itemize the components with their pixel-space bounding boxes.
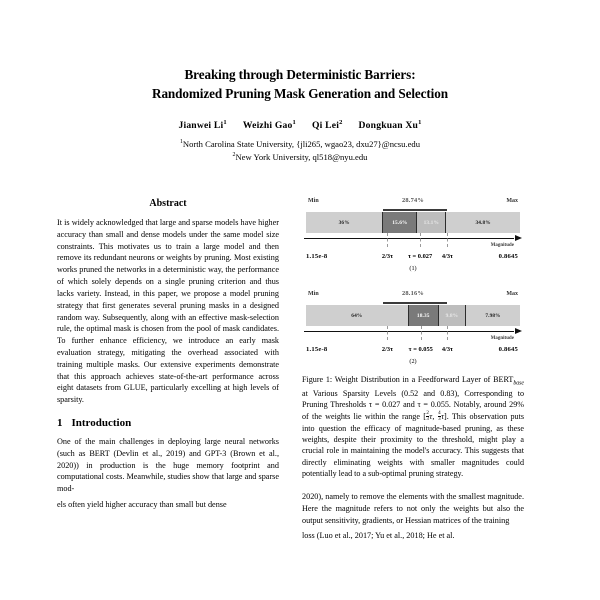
chart-2-tick-label-2: 4/3τ (441, 346, 453, 353)
chart-1-min-label: Min (308, 198, 319, 204)
chart-2-highlight-total: 28.16% (402, 290, 424, 297)
abstract-text: It is widely acknowledged that large and sparse models have higher accuracy than small and dense models under the same model size constraints. This motivates us to train a large model and then remove its redundant neurons or weights by pruning. Most existing works pruned the networks in a deterministic way, the performance of which solely depends on a single pruning criterion and thus lacks variety. Instead, in this paper, we propose a model pruning strategy that first generates several pruning masks in a designed random way. Subsequently, along with an effective mask-selection rule, the optimal mask is chosen from the pool of mask candidates. To further enhance efficiency, we introduce an early mask evaluation strategy, mitigating the overhead associated with training multiple masks. Our extensive experiments demonstrate that this approach achieves state-of-the-art performance across eight datasets from GLUE, particularly excelling at high levels of sparsity. (57, 218, 279, 405)
abstract-heading: Abstract (149, 198, 187, 209)
chart-2-max-label: Max (506, 291, 518, 297)
chart-2-axis-line (304, 331, 514, 333)
figure-caption-rest: at Various Sparsity Levels (0.52 and 0.83), Corresponding to Pruning Thresholds τ = 0.027 and τ = 0.055. Notably, around 29% of the weights lie within the range [ (302, 388, 524, 421)
chart-1 (302, 198, 524, 276)
chart-1-segment-3: 34.8% (446, 212, 520, 233)
author-list (60, 120, 540, 131)
author-3-affil-mark: 1 (418, 119, 422, 127)
affiliation-1: $^2$New York University, ql518@nyu.edu (232, 152, 368, 163)
title-line-2: Randomized Pruning Mask Generation and Selection (152, 85, 448, 101)
introduction-heading (57, 417, 279, 429)
right-column-continuation-clipped: loss (Luo et al., 2017; Yu et al., 2018; He et al. (302, 531, 455, 541)
affiliation-0: $^1$North Carolina State University, {jli265, wgao23, dxu27}@ncsu.edu (179, 139, 421, 150)
figure-caption-main: Weight Distribution in a Feedforward Layer of BERT (334, 375, 514, 384)
chart-2-tick-label-0: 2/3τ (381, 346, 394, 353)
right-column-continuation: 2020), namely to remove the elements with the smallest magnitude. Here the magnitude refers to not only the weights but also the output sensitivity, gradients, or Hessian matrices of the training (302, 491, 524, 525)
chart-1-segment-1: 15.6% (382, 212, 417, 233)
chart-1-axis (304, 235, 522, 243)
chart-1-max-label: Max (506, 198, 518, 204)
chart-2-subcaption: (2) (409, 358, 417, 365)
chart-2-segment-3: 7.98% (466, 305, 520, 326)
chart-2-bar (306, 305, 520, 326)
chart-2-tick-1 (421, 326, 422, 340)
chart-2-segment-2: 9.8% (439, 305, 466, 326)
figure-caption-subscript: base (513, 380, 524, 387)
chart-1-subcaption: (1) (409, 265, 417, 272)
chart-1-axis-label: Magnitude (490, 243, 514, 248)
chart-2 (302, 291, 524, 369)
title-line-1: Breaking through Deterministic Barriers: (184, 67, 416, 82)
author-1: Weizhi Gao$^1$ (242, 119, 297, 132)
chart-2-tick-0 (387, 326, 388, 340)
chart-1-bar (306, 212, 520, 233)
chart-2-axis (304, 328, 522, 336)
chart-2-min-value: 1.15e-8 (306, 346, 328, 353)
chart-2-axis-label: Magnitude (490, 336, 514, 341)
chart-2-min-label: Min (308, 291, 319, 297)
chart-1-segment-2: 13.1% (417, 212, 446, 233)
chart-2-tick-2 (447, 326, 448, 340)
title-block (0, 0, 600, 164)
chart-1-max-value: 0.8645 (498, 253, 518, 260)
chart-1-highlight-total: 28.74% (402, 197, 424, 204)
chart-1-tick-0 (387, 233, 388, 247)
figure-caption-tail: ]. This observation puts into question the efficacy of magnitude-based pruning, as these weights, despite their proximity to the threshold, might play a crucial role in maintaining the model's accuracy. This suggests that directly eliminating weights with smaller magnitudes could potentially lead to a sub-optimal pruning strategy. (302, 411, 524, 479)
page-title (60, 66, 540, 103)
tau-symbol-2: τ (441, 411, 445, 421)
chart-1-segment-0: 36% (306, 212, 382, 233)
chart-1-min-value: 1.15e-8 (306, 253, 328, 260)
chart-2-axis-arrow-icon (515, 328, 522, 334)
chart-1-tick-label-1: τ = 0.027 (408, 253, 433, 260)
left-column (57, 198, 279, 600)
figure-1 (302, 198, 524, 480)
body-columns (0, 198, 600, 600)
chart-1-axis-arrow-icon (515, 235, 522, 241)
chart-1-tick-label-0: 2/3τ (381, 253, 394, 260)
figure-caption: Figure 1: Weight Distribution in a Feedforward Layer of $BERT_{base}$ at Various Sparsity Levels (0.52 and 0.83), Corresponding to Pruning Thresholds τ = 0.027 and τ = 0.055. Notably, around 29% of the weights lie within the range [ $\frac{2}{3}$ τ, $\frac{4}{3}$ τ]. This observation puts into question the efficacy of magnitude-based pruning, as these weights, despite their proximity to the threshold, might play a crucial role in maintaining the model's accuracy. This suggests that directly eliminating weights with smaller magnitudes could potentially lead to a sub-optimal pruning strategy. (302, 375, 524, 479)
introduction-number: 1 (57, 417, 63, 429)
author-3: Dongkuan Xu$^1$ (358, 119, 422, 132)
chart-2-tick-label-1: τ = 0.055 (408, 346, 433, 353)
figure-caption-fraction-2: $\frac{4}{3}$ (438, 411, 441, 423)
introduction-paragraph-1: One of the main challenges in deploying large neural networks (such as BERT (Devlin et al., 2019) and GPT-3 (Brown et al., 2020)) in production is the huge memory footprint and computational costs. Meanwhile, studies show that large and sparse mod- (57, 437, 279, 494)
chart-1-tick-1 (420, 233, 421, 247)
author-2: Qi Lei$^2$ (312, 119, 343, 132)
chart-2-max-value: 0.8645 (498, 346, 518, 353)
figure-caption-fraction-1: $\frac{2}{3}$ (426, 411, 429, 423)
figure-caption-prefix: Figure 1: (302, 375, 333, 384)
chart-2-segment-0: 64% (306, 305, 408, 326)
chart-1-tick-label-2: 4/3τ (441, 253, 453, 260)
author-0: Jianwei Li$^1$ (178, 119, 227, 132)
chart-2-brace (383, 302, 447, 304)
right-column (302, 198, 524, 600)
chart-1-brace (383, 209, 447, 211)
chart-1-axis-line (304, 238, 514, 240)
introduction-title: Introduction (71, 417, 132, 429)
author-1-affil-mark: 1 (292, 119, 297, 127)
author-2-affil-mark: 2 (339, 119, 343, 127)
introduction-paragraph-1-clipped: els often yield higher accuracy than small but dense (57, 500, 227, 510)
chart-2-segment-1: 18.35 (408, 305, 439, 326)
tau-symbol-1: τ (429, 411, 433, 421)
author-0-affil-mark: 1 (223, 119, 227, 127)
chart-1-tick-2 (447, 233, 448, 247)
affiliation-block (60, 138, 540, 164)
